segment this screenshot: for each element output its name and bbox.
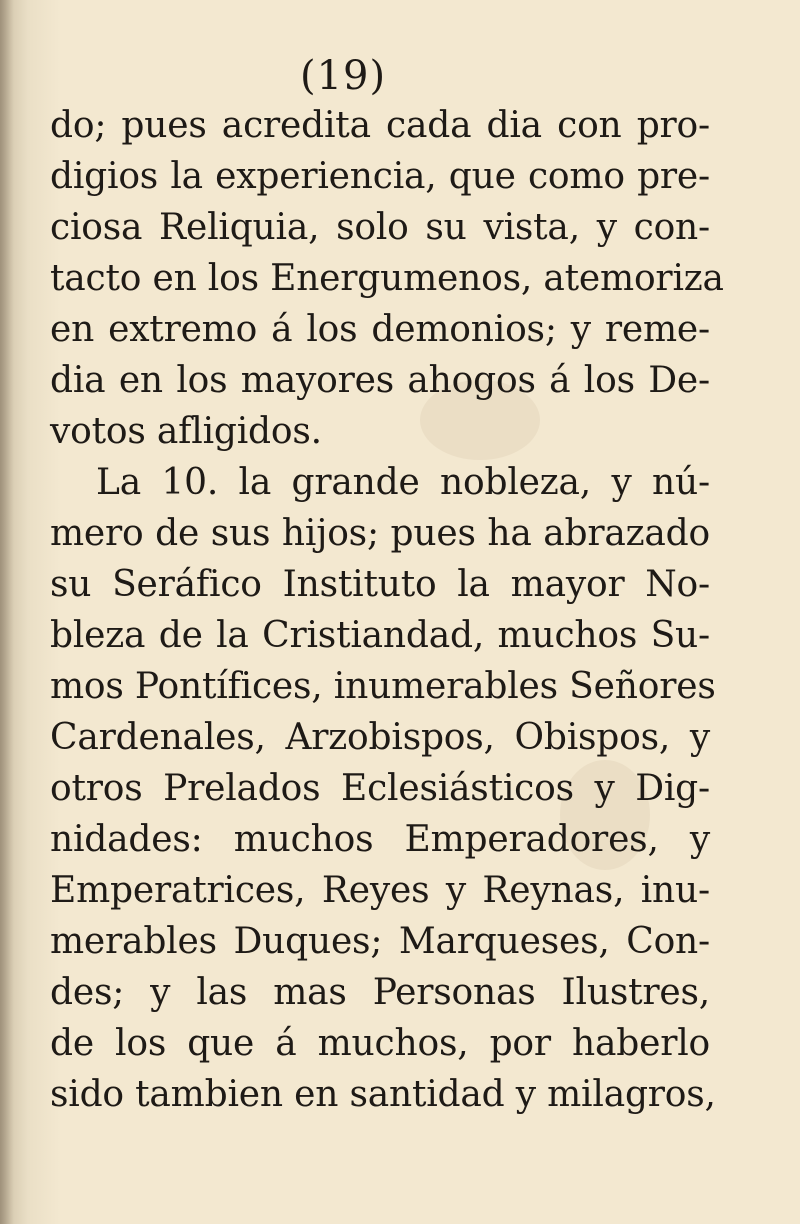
text-line: Cardenales, Arzobispos, Obispos, y <box>50 717 710 758</box>
text-line: votos afligidos. <box>50 411 322 452</box>
text-line: do; pues acredita cada dia con pro- <box>50 105 710 146</box>
paragraph-start-line: La 10. la grande nobleza, y nú- <box>96 462 710 503</box>
text-line: otros Prelados Eclesiásticos y Dig- <box>50 768 710 809</box>
page-number: (19) <box>300 53 387 99</box>
text-line: mos Pontífices, inumerables Señores <box>50 666 716 707</box>
text-line: des; y las mas Personas Ilustres, <box>50 972 710 1013</box>
text-line: dia en los mayores ahogos á los De- <box>50 360 710 401</box>
text-line: merables Duques; Marqueses, Con- <box>50 921 710 962</box>
text-line: nidades: muchos Emperadores, y <box>50 819 710 860</box>
text-line: Emperatrices, Reyes y Reynas, inu- <box>50 870 710 911</box>
text-line: bleza de la Cristiandad, muchos Su- <box>50 615 710 656</box>
text-line: en extremo á los demonios; y reme- <box>50 309 710 350</box>
text-line: digios la experiencia, que como pre- <box>50 156 710 197</box>
text-line: de los que á muchos, por haberlo <box>50 1023 710 1064</box>
text-line: su Seráfico Instituto la mayor No- <box>50 564 710 605</box>
page-gutter-shadow <box>0 0 14 1224</box>
body-text <box>50 100 724 1120</box>
text-line: sido tambien en santidad y milagros, <box>50 1074 716 1115</box>
text-line: ciosa Reliquia, solo su vista, y con- <box>50 207 710 248</box>
text-line: mero de sus hijos; pues ha abrazado <box>50 513 710 554</box>
text-line: tacto en los Energumenos, atemoriza <box>50 258 724 299</box>
